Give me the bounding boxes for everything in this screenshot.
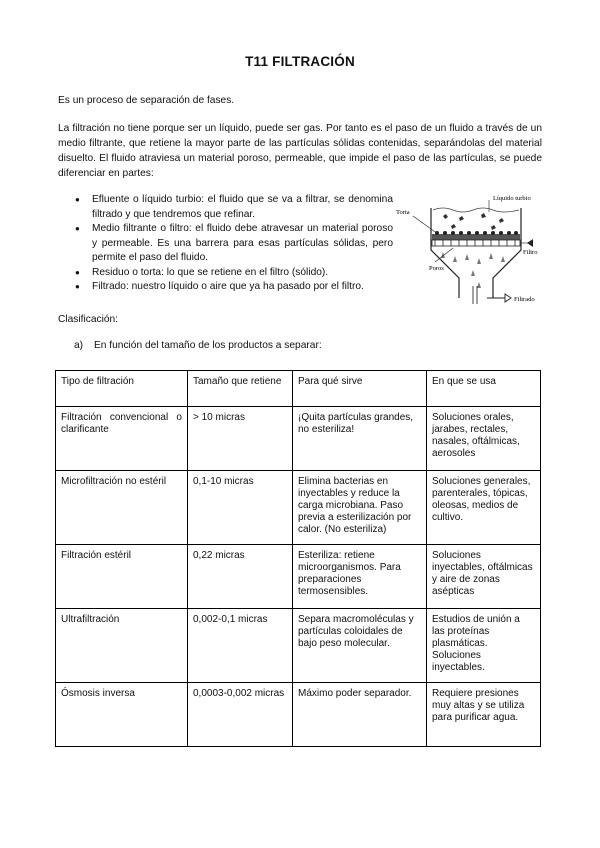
label-filtro: Filtro: [523, 249, 538, 256]
table-cell: > 10 micras: [188, 407, 293, 471]
table-header-row: [56, 371, 541, 407]
table-cell: Estudios de unión a las proteínas plasmáticas. Soluciones inyectables.: [427, 609, 541, 683]
definition-paragraph: La filtración no tiene porque ser un líquido, puede ser gas. Por tanto es el paso de un fluido a través de un medio filtrante, que retiene la mayor parte de las partículas sólidas contenidas, separándolas del material disuelto. El fluido atraviesa un material poroso, permeable, que impide el paso de las partículas, se puede diferenciar en partes:: [58, 123, 542, 179]
table-cell: Filtración convencional o clarificante: [56, 407, 188, 471]
table-header-cell: Tamaño que retiene: [188, 371, 293, 407]
table-cell: Filtración estéril: [56, 545, 188, 609]
parts-list: [58, 193, 393, 295]
label-poros: Poros: [429, 265, 444, 272]
table-cell: Soluciones generales, parenterales, tópicas, oleosas, medios de cultivo.: [427, 471, 541, 545]
subitem-text: En función del tamaño de los productos a separar:: [94, 340, 322, 351]
label-filtrado: Filtrado: [514, 296, 535, 303]
table-cell: 0,1-10 micras: [188, 471, 293, 545]
table-cell: 0,0003-0,002 micras: [188, 683, 293, 747]
filtration-diagram: [393, 190, 543, 308]
page-title: T11 FILTRACIÓN: [245, 54, 355, 69]
table-cell: Elimina bacterias en inyectables y reduce la carga microbiana. Paso previa a esterilización por calor. (No esteriliza): [293, 471, 427, 545]
table-row: [56, 683, 541, 747]
table-header-cell: Para qué sirve: [293, 371, 427, 407]
filtration-table: [55, 370, 541, 747]
table-cell: Esteriliza: retiene microorganismos. Para preparaciones termosensibles.: [293, 545, 427, 609]
subitem-marker: a): [74, 340, 84, 351]
list-item: ● Filtrado: nuestro líquido o aire que ya ha pasado por el filtro.: [58, 280, 393, 295]
table-cell: Soluciones inyectables, oftálmicas y aire de zonas asépticas: [427, 545, 541, 609]
classification-heading: Clasificación:: [58, 314, 119, 325]
label-torta: Torta: [396, 209, 410, 216]
intro-text: Es un proceso de separación de fases.: [58, 95, 235, 106]
table-header-cell: Tipo de filtración: [56, 371, 188, 407]
list-item: ● Residuo o torta: lo que se retiene en el filtro (sólido).: [58, 266, 393, 281]
table-cell: Microfiltración no estéril: [56, 471, 188, 545]
table-row: [56, 609, 541, 683]
table-cell: Requiere presiones muy altas y se utiliza para purificar agua.: [427, 683, 541, 747]
classification-subitem: [74, 340, 322, 351]
particle-icons: [443, 213, 504, 230]
table-cell: Ultrafiltración: [56, 609, 188, 683]
table-cell: Separa macromoléculas y partículas coloidales de bajo peso molecular.: [293, 609, 427, 683]
table-row: [56, 471, 541, 545]
table-cell: Máximo poder separador.: [293, 683, 427, 747]
table-header-cell: En que se usa: [427, 371, 541, 407]
table-cell: ¡Quita partículas grandes, no esteriliza!: [293, 407, 427, 471]
table-row: [56, 407, 541, 471]
label-liquido-turbio: Líquido turbio: [493, 195, 531, 202]
table-cell: Ósmosis inversa: [56, 683, 188, 747]
table-cell: 0,22 micras: [188, 545, 293, 609]
table-cell: 0,002-0,1 micras: [188, 609, 293, 683]
list-item: ● Efluente o líquido turbio: el fluido que se va a filtrar, se denomina filtrado y que tendremos que refinar.: [58, 193, 393, 222]
table-row: [56, 545, 541, 609]
list-item: ● Medio filtrante o filtro: el fluido debe atravesar un material poroso y permeable. Es una barrera para esas partículas sólidas, pero permite el paso del fluido.: [58, 222, 393, 266]
table-cell: Soluciones orales, jarabes, rectales, nasales, oftálmicas, aerosoles: [427, 407, 541, 471]
